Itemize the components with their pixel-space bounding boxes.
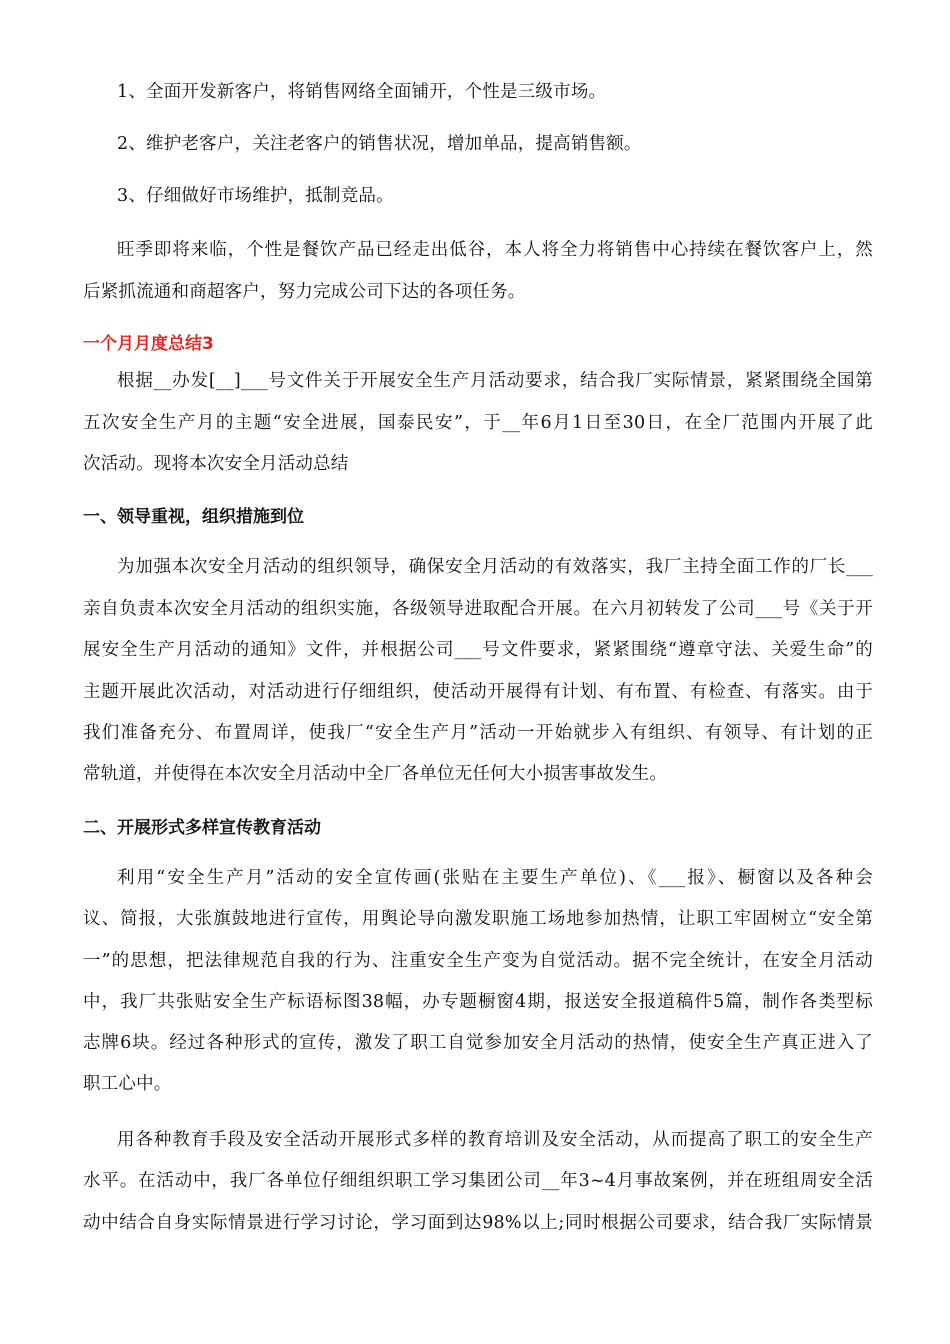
heading-two: 二、开展形式多样宣传教育活动 xyxy=(83,818,321,838)
heading-one: 一、领导重视，组织措施到位 xyxy=(83,507,304,527)
section-title: 一个月月度总结3 xyxy=(83,334,214,354)
list-item: 3、仔细做好市场维护，抵制竞品。 xyxy=(117,186,394,206)
paragraph-line: 为加强本次安全月活动的组织领导，确保安全月活动的有效落实，我厂主持全面工作的厂长___ xyxy=(117,557,873,577)
paragraph-line: 旺季即将来临，个性是餐饮产品已经走出低谷，本人将全力将销售中心持续在餐饮客户上，然 xyxy=(117,240,873,260)
paragraph-line: 用各种教育手段及安全活动开展形式多样的教育培训及安全活动，从而提高了职工的安全生产 xyxy=(117,1130,873,1150)
paragraph-line: 展安全生产月活动的通知》文件，并根据公司___号文件要求，紧紧围绕“遵章守法、关爱生命”的 xyxy=(83,640,873,660)
paragraph-line: 中，我厂共张贴安全生产标语标图38幅，办专题橱窗4期，报送安全报道稿件5篇，制作各类型标 xyxy=(83,992,873,1012)
paragraph-line: 利用“安全生产月”活动的安全宣传画(张贴在主要生产单位)、《___报》、橱窗以及各种会 xyxy=(117,868,873,888)
paragraph-line: 次活动。现将本次安全月活动总结 xyxy=(83,454,349,474)
paragraph-line: 志牌6块。经过各种形式的宣传，激发了职工自觉参加安全月活动的热情，使安全生产真正进入了 xyxy=(83,1033,873,1053)
paragraph-line: 我们准备充分、布置周详，使我厂“安全生产月”活动一开始就步入有组织、有领导、有计划的正 xyxy=(83,723,873,743)
paragraph-line: 职工心中。 xyxy=(83,1074,172,1094)
paragraph-line: 水平。在活动中，我厂各单位仔细组织职工学习集团公司__年3~4月事故案例，并在班组周安全活 xyxy=(83,1171,873,1191)
list-item: 1、全面开发新客户，将销售网络全面铺开，个性是三级市场。 xyxy=(117,82,607,102)
paragraph-line: 五次安全生产月的主题“安全进展，国泰民安”，于__年6月1日至30日，在全厂范围内开展了此 xyxy=(83,413,873,433)
paragraph-line: 动中结合自身实际情景进行学习讨论，学习面到达98%以上;同时根据公司要求，结合我厂实际情景 xyxy=(83,1213,873,1233)
paragraph-line: 议、简报，大张旗鼓地进行宣传，用舆论导向激发职施工场地参加热情，让职工牢固树立“安全第 xyxy=(83,909,873,929)
paragraph-line: 根据__办发[__]___号文件关于开展安全生产月活动要求，结合我厂实际情景，紧紧围绕全国第 xyxy=(117,371,873,391)
paragraph-line: 常轨道，并使得在本次安全月活动中全厂各单位无任何大小损害事故发生。 xyxy=(83,764,668,784)
paragraph-line: 亲自负责本次安全月活动的组织实施，各级领导进取配合开展。在六月初转发了公司___号《关于开 xyxy=(83,599,873,619)
paragraph-line: 一”的思想，把法律规范自我的行为、注重安全生产变为自觉活动。据不完全统计，在安全月活动 xyxy=(83,951,873,971)
paragraph-line: 后紧抓流通和商超客户，努力完成公司下达的各项任务。 xyxy=(83,282,526,302)
paragraph-line: 主题开展此次活动，对活动进行仔细组织，使活动开展得有计划、有布置、有检查、有落实。由于 xyxy=(83,682,873,702)
list-item: 2、维护老客户，关注老客户的销售状况，增加单品，提高销售额。 xyxy=(117,134,642,154)
